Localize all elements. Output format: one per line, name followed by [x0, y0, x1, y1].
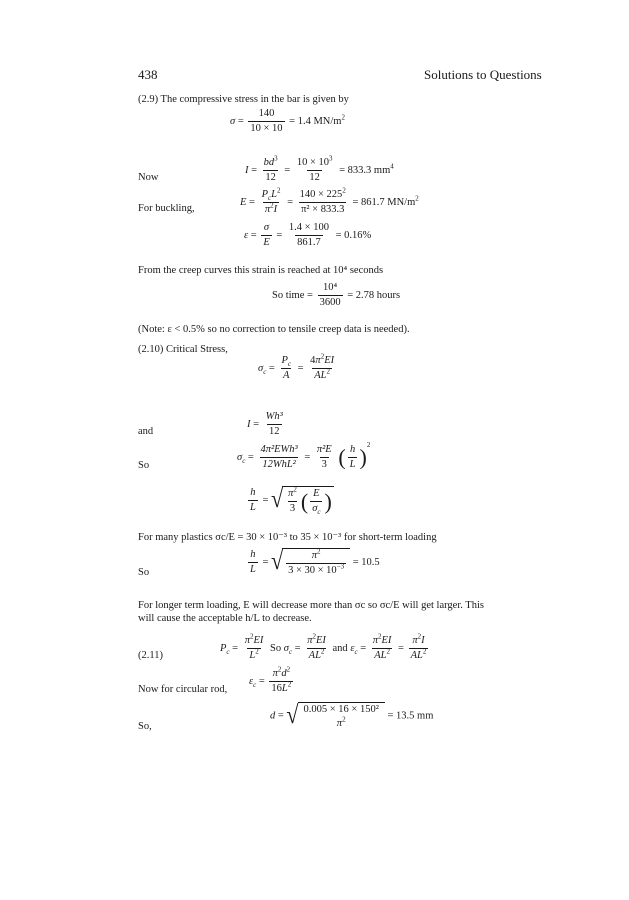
so-label-3: So,	[138, 721, 152, 732]
buckling-label: For buckling,	[138, 203, 195, 214]
rect-I-denominator: 12	[269, 426, 280, 437]
strain-denominator: 861.7	[297, 237, 321, 248]
eq-h-over-L-value: $\frac{h}{L}$ = √ $\frac{\pi^2}{3 \times 30 \times 10^{-3}}$ = 10.5	[250, 545, 380, 576]
strain-numerator: 1.4 × 100	[288, 222, 329, 233]
I-denominator: 12	[265, 172, 276, 183]
eq-inertia-rect: I = $\frac{\text{Wh³}}{12}$	[247, 411, 283, 437]
eq-euler: $P_c$ = $\frac{\pi^2EI}{L^2}$ So $\sigma_c$ = $\frac{\pi^2EI}{AL^2}$ and $\varepsilon_c$ = $\frac{\pi^2EI}{AL^2}$ = $\frac{\pi^2I}{AL^2}$	[220, 632, 427, 661]
q29-heading: (2.9) The compressive stress in the bar is given by	[138, 94, 349, 105]
time-numerator: 10⁴	[322, 282, 338, 293]
longer-term-text-1: For longer term loading, E will decrease more than σc so σc/E will get larger. This	[138, 600, 484, 611]
eq-strain-rod: $\varepsilon_c$ = $\frac{\pi^2d^2}{16L^2}$	[249, 665, 292, 694]
time-denominator: 3600	[319, 297, 341, 308]
eq-diameter: d = √ 0.005 × 16 × 150² $\pi^2$ = 13.5 mm	[270, 699, 434, 729]
running-title: Solutions to Questions	[424, 67, 542, 82]
circular-rod-label: Now for circular rod,	[138, 684, 228, 695]
sc-denominator-2: 3	[321, 459, 327, 470]
note-text: (Note: ε < 0.5% so no correction to tensile creep data is needed).	[138, 324, 410, 335]
eq-inertia: I = $\frac{bd^3}{12}$ = $\frac{10 \times 10^3}{12}$ = 833.3 $mm^4$	[245, 154, 394, 183]
time-result: = 2.78 hours	[347, 289, 401, 301]
sigma-numerator: 140	[258, 108, 275, 119]
diameter-numerator: 0.005 × 16 × 150²	[303, 704, 379, 715]
I-numerator-values: 10 × 10	[296, 157, 330, 168]
hl-result: = 10.5	[352, 556, 380, 568]
E-numerator: 140 × 225	[299, 189, 343, 200]
sigma-result: = 1.4 MN/m	[289, 115, 342, 127]
so-label-2: So	[138, 567, 150, 578]
and-label: and	[138, 426, 154, 437]
eq-sigma-c-expanded: $\sigma_c$ = $\frac{\text{4π²EWh³}}{\text{12WhL²}}$ = $\frac{\text{π²E}}{3}$ ( $\frac{h}{L}$ )$^2$	[237, 441, 371, 470]
I-numerator: bd	[263, 157, 275, 168]
E-denominator: π² × 833.3	[301, 204, 345, 215]
sc-numerator-1: 4π²EWh³	[260, 444, 298, 455]
sigma-denominator: 10 × 10	[250, 123, 283, 134]
I-result: = 833.3 mm	[339, 164, 391, 176]
eq-critical-stress: $\sigma_c$ = $\frac{P_c}{A}$ = $\frac{4\pi^2EI}{AL^2}$	[258, 352, 335, 381]
time-label: So time =	[272, 289, 313, 301]
many-plastics-text: For many plastics σc/E = 30 × 10⁻³ to 35 × 10⁻³ for short-term loading	[138, 532, 437, 543]
eq-sigma: σ = $\frac{140}{10 \times 10}$ = 1.4 $MN/m^2$	[230, 108, 345, 134]
q211-label: (2.11)	[138, 650, 163, 661]
longer-term-text-2: will cause the acceptable h/L to decrease.	[138, 613, 312, 624]
so-word: So	[270, 642, 282, 654]
eq-time	[272, 282, 400, 309]
rect-I-numerator: Wh³	[265, 411, 283, 422]
and-word: and	[332, 642, 348, 654]
page-number: 438	[138, 67, 158, 82]
strain-result: = 0.16%	[335, 229, 372, 241]
now-label: Now	[138, 172, 159, 183]
eq-modulus: E = $\frac{P_cL^2}{\pi^2I}$ = $\frac{140 \times 225^2}{\text{π² × 833.3}}$ = 861.7 $MN/m^2$	[240, 186, 419, 215]
so-label-1: So	[138, 460, 150, 471]
diameter-result: = 13.5 mm	[387, 710, 434, 722]
creep-text: From the creep curves this strain is reached at 10⁴ seconds	[138, 265, 384, 276]
sc-numerator-2: π²E	[316, 444, 332, 455]
sc-denominator-1: 12WhL²	[262, 459, 296, 470]
eq-strain: ε = $\frac{\sigma}{E}$ = $\frac{1.4 \times 100}{861.7}$ = 0.16%	[244, 222, 372, 248]
q210-heading: (2.10) Critical Stress,	[138, 344, 228, 355]
E-result: = 861.7 MN/m	[352, 196, 416, 208]
eq-h-over-L: $\frac{h}{L}$ = √ $\frac{\pi^2}{3}$ ( $\frac{E}{\sigma_c}$ )	[250, 483, 332, 517]
